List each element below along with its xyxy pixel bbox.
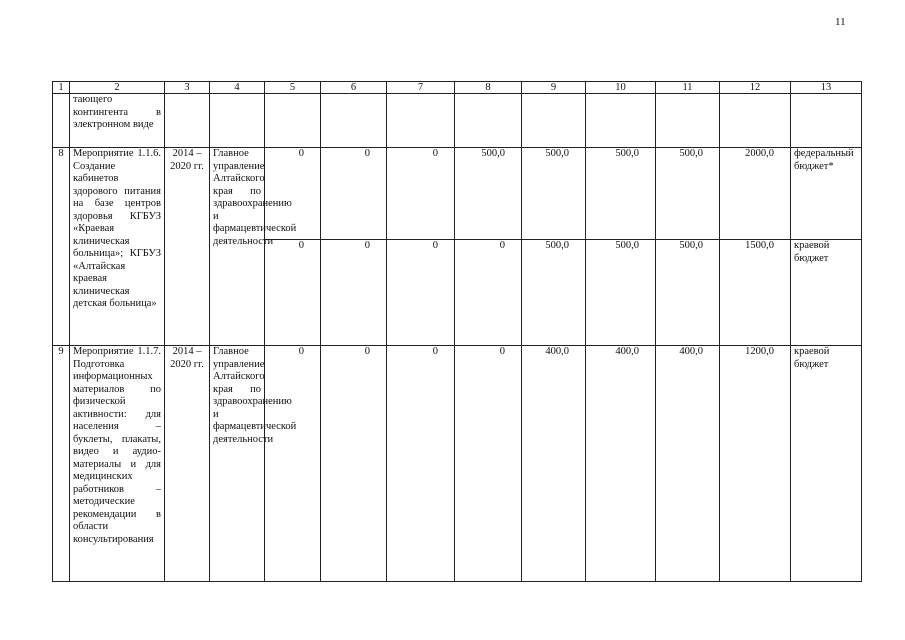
table-row-continuation	[53, 94, 862, 148]
total-cell: 2000,0	[720, 148, 791, 240]
period-cell: 2014 – 2020 гг.	[165, 148, 210, 346]
header-cell: 7	[387, 82, 455, 94]
table-row	[53, 346, 862, 582]
value-cell: 0	[321, 240, 387, 346]
value-cell: 0	[455, 346, 522, 582]
value-cell: 400,0	[656, 346, 720, 582]
value-cell: 500,0	[656, 148, 720, 240]
value-cell: 0	[455, 240, 522, 346]
value-cell: 0	[265, 240, 321, 346]
funding-source-cell: федеральный бюджет*	[791, 148, 862, 240]
value-cell: 0	[387, 346, 455, 582]
value-cell: 0	[265, 346, 321, 582]
executor-cell: Главное управление Алтайского края по здравоохранению и фармацевтической деятельности	[210, 346, 265, 582]
value-cell: 500,0	[455, 148, 522, 240]
value-cell: 500,0	[586, 148, 656, 240]
value-cell: 500,0	[522, 240, 586, 346]
measure-name-cell: Мероприятие 1.1.6. Создание кабинетов здорового питания на базе центров здоровья КГБУЗ «Краевая клиническая больница»; КГБУЗ «Алтайская краевая клиническая детская больница»	[70, 148, 165, 346]
funding-source-cell: краевой бюджет	[791, 240, 862, 346]
measure-name-cell: Мероприятие 1.1.7. Подготовка информационных материалов по физической активности: для населения – буклеты, плакаты, видео и аудио-материалы и для медицинских работников – методические рекомендации в области консультирования	[70, 346, 165, 582]
header-cell: 8	[455, 82, 522, 94]
header-cell: 6	[321, 82, 387, 94]
header-cell: 12	[720, 82, 791, 94]
header-cell: 1	[53, 82, 70, 94]
table-row	[53, 148, 862, 240]
value-cell: 500,0	[586, 240, 656, 346]
value-cell: 0	[387, 240, 455, 346]
header-cell: 11	[656, 82, 720, 94]
header-cell: 9	[522, 82, 586, 94]
value-cell: 500,0	[522, 148, 586, 240]
value-cell: 0	[321, 346, 387, 582]
total-cell: 1500,0	[720, 240, 791, 346]
value-cell: 400,0	[522, 346, 586, 582]
header-cell: 2	[70, 82, 165, 94]
total-cell: 1200,0	[720, 346, 791, 582]
funding-source-cell: краевой бюджет	[791, 346, 862, 582]
value-cell: 400,0	[586, 346, 656, 582]
header-cell: 4	[210, 82, 265, 94]
header-cell: 13	[791, 82, 862, 94]
measure-name-cell: тающего контингента в электронном виде	[70, 94, 165, 148]
row-number: 9	[53, 346, 70, 582]
header-cell: 10	[586, 82, 656, 94]
page-number: 11	[835, 16, 846, 28]
table-header-row	[53, 82, 862, 94]
value-cell: 0	[265, 148, 321, 240]
value-cell: 500,0	[656, 240, 720, 346]
header-cell: 3	[165, 82, 210, 94]
value-cell: 0	[321, 148, 387, 240]
executor-cell: Главное управление Алтайского края по здравоохранению и фармацевтической деятельности	[210, 148, 265, 346]
header-cell: 5	[265, 82, 321, 94]
budget-table	[52, 81, 862, 582]
row-number: 8	[53, 148, 70, 346]
period-cell: 2014 – 2020 гг.	[165, 346, 210, 582]
value-cell: 0	[387, 148, 455, 240]
